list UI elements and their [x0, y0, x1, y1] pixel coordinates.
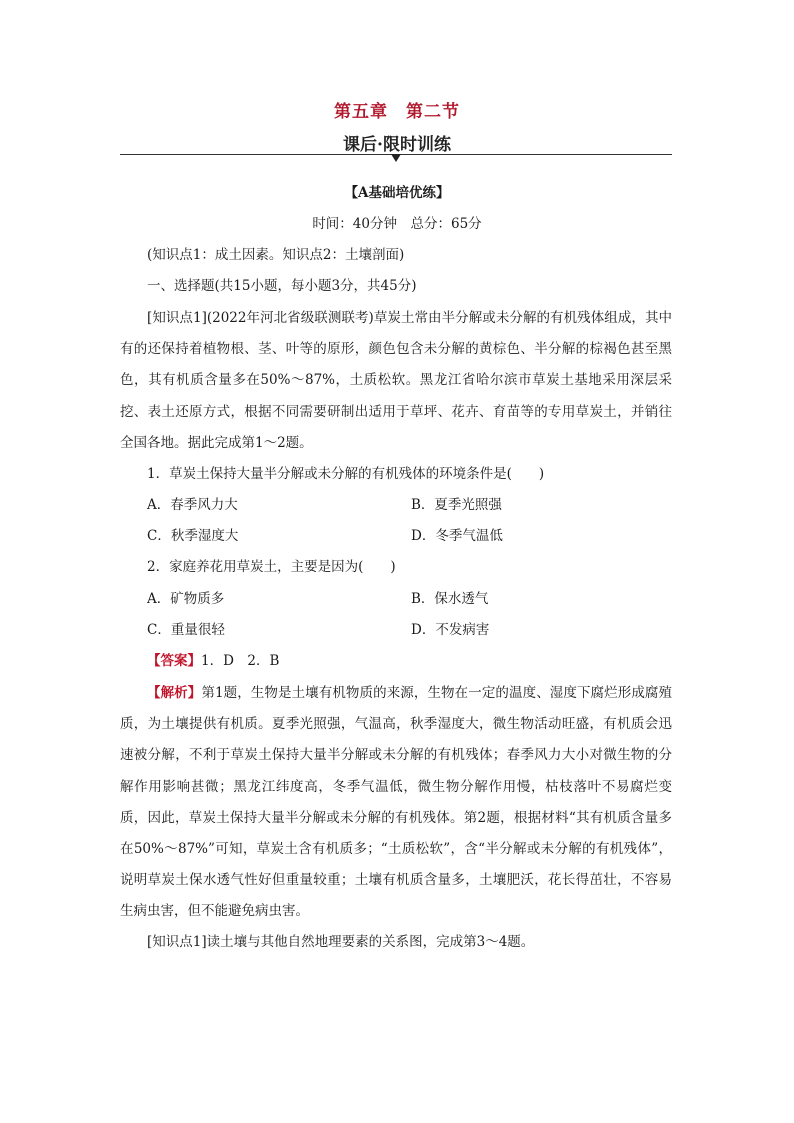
- section-label: 【A基础培优练】: [344, 185, 450, 201]
- answer-label: 【答案】: [147, 653, 201, 669]
- question-1-option-b: B．夏季光照强: [411, 497, 502, 513]
- question-2-option-b: B．保水透气: [411, 591, 489, 607]
- analysis-paragraph: [120, 678, 672, 928]
- passage-2: [知识点1]读土壤与其他自然地理要素的关系图，完成第3～4题。: [147, 934, 535, 950]
- question-2-option-a: A．矿物质多: [147, 591, 225, 607]
- answer-text: 1．D 2．B: [201, 653, 280, 669]
- section-subtitle: 课后·限时训练: [343, 135, 451, 155]
- question-2-option-d: D．不发病害: [411, 622, 490, 638]
- analysis-text: 第1题，生物是土壤有机物质的来源，生物在一定的温度、湿度下腐烂形成腐殖质，为土壤提供有机质。夏季光照强，气温高，秋季湿度大，微生物活动旺盛，有机质会迅速被分解，不利于草炭土保持大量半分解或未分解的有机残体；春季风力大小对微生物的分解作用影响甚微；黑龙江纬度高，冬季气温低，微生物分解作用慢，枯枝落叶不易腐烂变质，因此，草炭土保持大量半分解或未分解的有机残体。第2题，根据材料“其有机质含量多在50%～87%”可知，草炭土含有机质多；“土质松软”，含“半分解或未分解的有机残体”，说明草炭土保水透气性好但重量较重；土壤有机质含量多，土壤肥沃，花长得茁壮，不容易生病虫害，但不能避免病虫害。: [120, 685, 672, 920]
- passage-1: [知识点1](2022年河北省级联测联考)草炭土常由半分解或未分解的有机残体组成，其中有的还保持着植物根、茎、叶等的原形，颜色包含未分解的黄棕色、半分解的棕褐色甚至黑色，其有机质含量多在50%～87%，土质松软。黑龙江省哈尔滨市草炭土基地采用深层采挖、表土还原方式，根据不同需要研制出适用于草坪、花卉、育苗等的专用草炭土，并销往全国各地。据此完成第1～2题。: [120, 310, 672, 451]
- analysis-label: 【解析】: [147, 685, 202, 701]
- knowledge-points-note: (知识点1：成土因素。知识点2：土壤剖面): [147, 247, 405, 263]
- question-1-option-d: D．冬季气温低: [411, 528, 503, 544]
- triangle-marker-icon: [391, 154, 401, 162]
- question-1-option-c: C．秋季湿度大: [147, 528, 239, 544]
- question-2-option-c: C．重量很轻: [147, 622, 225, 638]
- time-info: 时间：40分钟 总分：65分: [312, 216, 482, 232]
- part-heading: 一、选择题(共15小题，每小题3分，共45分): [147, 278, 417, 294]
- question-1-stem: 1．草炭土保持大量半分解或未分解的有机残体的环境条件是( ): [147, 466, 545, 482]
- question-2-stem: 2．家庭养花用草炭土，主要是因为( ): [147, 559, 396, 575]
- question-1-option-a: A．春季风力大: [147, 497, 238, 513]
- chapter-title: 第五章 第二节: [334, 102, 460, 122]
- answer-line: [147, 651, 279, 671]
